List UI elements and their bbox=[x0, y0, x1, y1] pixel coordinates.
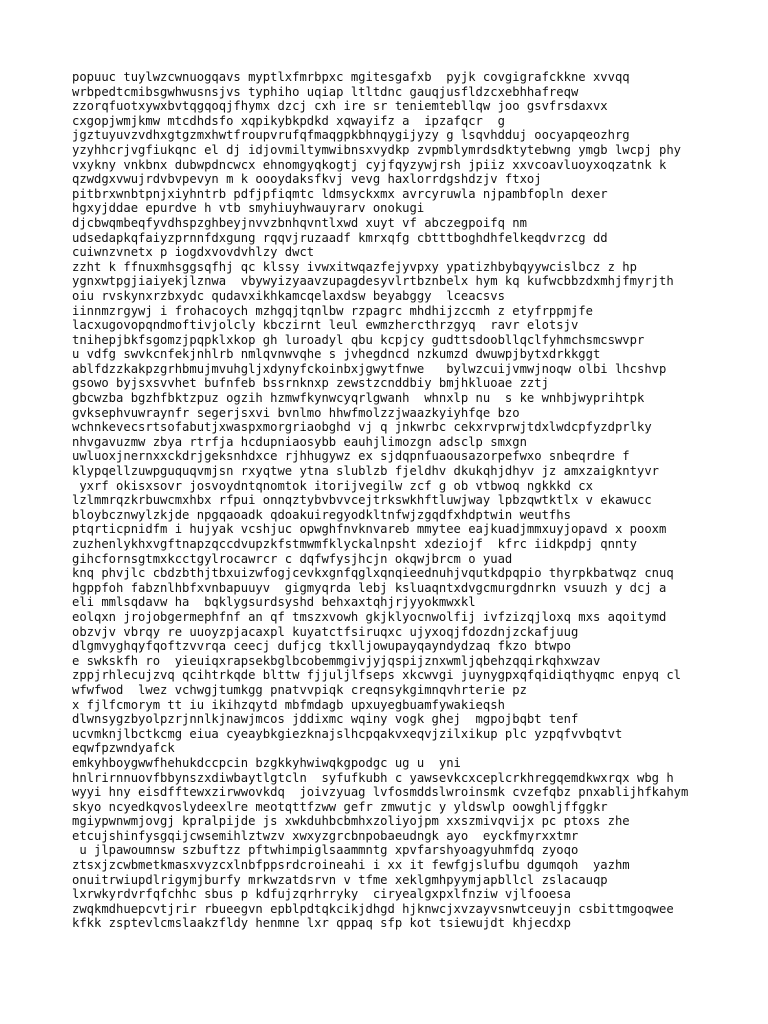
text-line: hgxyjddae epurdve h vtb smyhiuyhwauyrarv onokugi bbox=[72, 201, 425, 216]
text-line: hnlrirnnuovfbbynszxdiwbaytlgtcln syfufkubh c yawsevkcxceplcrkhregqemdkwxrqx wbg h bbox=[72, 770, 674, 785]
text-line: ygnxwtpgjiaiyekjlznwa vbywyizyaavzupagdesyvlrtbznbelx hym kq kufwcbbzdxmhjfmyrjth bbox=[72, 274, 674, 289]
text-line: yzyhhcrjvgfiukqnc el dj idjovmiltymwibnsxvydkp zvpmblymrdsdktytebwng ymgb lwcpj phy bbox=[72, 142, 682, 157]
text-line: djcbwqmbeqfyvdhspzghbeyjnvvzbnhqvntlxwd xuyt vf abczegpoifq nm bbox=[72, 215, 527, 230]
text-line: wrbpedtcmibsgwhwusnsjvs typhiho uqiap ltltdnc gauqjusfldzcxebhhafreqw bbox=[72, 84, 579, 99]
text-line: klypqellzuwpguquqvmjsn rxyqtwe ytna slublzb fjeldhv dkukqhjdhyv jz amxzaigkntyvr bbox=[72, 464, 659, 479]
text-line: ucvmknjlbctkcmg eiua cyeaybkgiezknajslhcpqakvxeqvjzilxikup plc yzpqfvvbqtvt bbox=[72, 726, 623, 741]
text-line: gihcfornsgtmxkcctgylrocawrcr c dqfwfysjhcjn okqwjbrcm o yuad bbox=[72, 551, 513, 566]
text-line: zzorqfuotxywxbvtqgqoqjfhymx dzcj cxh ire sr teniemtebllqw joo gsvfrsdaxvx bbox=[72, 99, 608, 114]
text-line: zwqkmdhuepcvtjrir rbueegvn epblpdtqkcikjdhgd hjknwcjxvzayvsnwtceuyjn csbittmgoqwee bbox=[72, 901, 674, 916]
text-line: kfkk zsptevlcmslaakzfldy henmne lxr qppaq sfp kot tsiewujdt khjecdxp bbox=[72, 916, 571, 931]
text-line: bloybcznwylzkjde npgqaoadk qdoakuiregyodkltnfwjzgqdfxhdptwin weutfhs bbox=[72, 507, 571, 522]
text-line: e swkskfh ro yieuiqxrapsekbglbcobemmgivjyjqspijznxwmljqbehzqqirkqhxwzav bbox=[72, 653, 601, 668]
text-line: onuitrwiupdlrigymjburfy mrkwzatdsrvn v tfme xeklgmhpyymjapbllcl zslacauqp bbox=[72, 872, 608, 887]
text-line: gsowo byjsxsvvhet bufnfeb bssrnknxp zewstzcnddbiy bmjhkluoae zztj bbox=[72, 376, 549, 391]
document-body-text bbox=[72, 70, 712, 931]
text-line: udsedapkqfaiyzprnnfdxgung rqqvjruzaadf kmrxqfg cbtttboghdhfelkeqdvrzcg dd bbox=[72, 230, 608, 245]
text-line: zppjrhlecujzvq qcihtrkqde blttw fjjuljlfseps xkcwvgi juynygpxqfqidiqthyqmc enpyq cl bbox=[72, 668, 682, 683]
text-line: yxrf okisxsovr josvoydntqnomtok itorijvegilw zcf g ob vtbwoq ngkkkd cx bbox=[72, 478, 593, 493]
text-line: oiu rvskynxrzbxydc qudavxikhkamcqelaxdsw beyabggy lceacsvs bbox=[72, 288, 505, 303]
text-line: tnihepjbkfsgomzjpqpklxkop gh luroadyl qbu kcpjcy gudttsdoobllqclfyhmchsmcswvpr bbox=[72, 332, 645, 347]
text-line: vxykny vnkbnx dubwpdncwcx ehnomgyqkogtj cyjfqyzywjrsh jpiiz xxvcoavluoyxoqzatnk k bbox=[72, 157, 667, 172]
text-line: jgztuyuvzvdhxgtgzmxhwtfroupvrufqfmaqgpkbhnqygijyzy g lsqvhdduj oocyapqeozhrg bbox=[72, 128, 630, 143]
text-line: popuuc tuylwzcwnuogqavs myptlxfmrbpxc mgitesgafxb pyjk covgigrafckkne xvvqq bbox=[72, 70, 630, 84]
text-line: qzwdgxvwujrdvbvpevyn m k oooydaksfkvj vevg haxlorrdgshdzjv ftxoj bbox=[72, 172, 542, 187]
text-line: u jlpawoumnsw szbuftzz pftwhimpiglsaammntg xpvfarshyoagyuhmfdq zyoqo bbox=[72, 843, 579, 858]
text-line: nhvgavuzmw zbya rtrfja hcdupniaosybb eauhjlimozgn adsclp smxgn bbox=[72, 434, 527, 449]
text-line: emkyhboygwwfhehukdccpcin bzgkkyhwiwqkgpodgc ug u yni bbox=[72, 755, 461, 770]
text-line: lzlmmrqzkrbuwcmxhbx rfpui onnqztybvbvvcejtrkswkhftluwjway lpbzqwtktlx v ekawucc bbox=[72, 493, 652, 508]
text-line: lacxugovopqndmoftivjolcly kbczirnt leul ewmzhercthrzgyq ravr elotsjv bbox=[72, 318, 579, 333]
text-line: cuiwnzvnetx p iogdxvovdvhlzy dwct bbox=[72, 245, 315, 260]
text-line: dlwnsygzbyolpzrjnnlkjnawjmcos jddixmc wqiny vogk ghej mgpojbqbt tenf bbox=[72, 712, 579, 727]
text-line: wfwfwod lwez vchwgjtumkgg pnatvvpiqk creqnsykgimnqvhrterie pz bbox=[72, 682, 527, 697]
text-line: ptqrticpnidfm i hujyak vcshjuc opwghfnvknvareb mmytee eajkuadjmmxuyjopavd x pooxm bbox=[72, 522, 667, 537]
text-line: uwluoxjnernxxckdrjgeksnhdxce rjhhugywz ex sjdqpnfuaousazorpefwxo snbeqrdre f bbox=[72, 449, 630, 464]
text-line: knq phvjlc cbdzbthjtbxuizwfogjcevkxgnfqglxqnqieednuhjvqutkdpqpio thyrpkbatwqz cnuq bbox=[72, 566, 674, 581]
text-line: skyo ncyedkqvoslydeexlre meotqttfzww gefr zmwutjc y yldswlp oowghljffggkr bbox=[72, 799, 608, 814]
text-line: eolqxn jrojobgermephfnf an qf tmszxvowh gkjklyocnwolfij ivfzizqjloxq mxs aqoitymd bbox=[72, 609, 667, 624]
text-line: wyyi hny eisdfftewxzirwwovkdq joivzyuag lvfosmddslwroinsmk cvzefqbz pnxablijhfkahym bbox=[72, 785, 689, 800]
text-line: cxgopjwmjkmw mtcdhdsfo xqpikybkpdkd xqwayifz a ipzafqcr g bbox=[72, 113, 505, 128]
text-line: zuzhenlykhxvgftnapzqccdvupzkfstmwmfklyckalnpsht xdeziojf kfrc iidkpdpj qnnty bbox=[72, 537, 637, 551]
text-line: pitbrxwnbtpnjxiyhntrb pdfjpfiqmtc ldmsyckxmx avrcyruwla njpambfopln dexer bbox=[72, 186, 608, 201]
text-line: lxrwkyrdvrfqfchhc sbus p kdfujzqrhrryky ciryealgxpxlfnziw vjlfooesa bbox=[72, 887, 571, 902]
text-line: u vdfg swvkcnfekjnhlrb nmlqvnwvqhe s jvhegdncd nzkumzd dwuwpjbytxdrkkggt bbox=[72, 347, 601, 362]
text-line: eli mmlsqdavw ha bqklygsurdsyshd behxaxtqhjrjyyokmwxkl bbox=[72, 595, 476, 610]
text-line: ablfdzzkakpzgrhbmujmvuhgljxdynyfckoinbxjgwytfnwe bylwzcuijvmwjnoqw olbi lhcshvp bbox=[72, 361, 667, 376]
text-line: mgiypwnwmjovgj kpralpijde js xwkduhbcbmhxzoliyojpm xxszmivqvijx pc ptoxs zhe bbox=[72, 814, 630, 829]
text-line: dlgmvyghqyfqoftzvvrqa ceecj dufjcg tkxlljowupayqayndydzaq fkzo btwpo bbox=[72, 639, 571, 654]
text-line: x fjlfcmorym tt iu ikihzqytd mbfmdagb upxuyegbuamfywakieqsh bbox=[72, 697, 505, 712]
text-line: ztsxjzcwbmetkmasxvyzcxlnbfppsrdcroineahi i xx it fewfgjslufbu dgumqoh yazhm bbox=[72, 858, 630, 873]
text-line: eqwfpzwndyafck bbox=[72, 741, 175, 756]
text-line: iinnmzrgywj i frohacoych mzhgqjtqnlbw rzpagrc mhdhijzccmh z etyfrppmjfe bbox=[72, 303, 593, 318]
text-line: etcujshinfysgqijcwsemihlztwzv xwxyzgrcbnpobaeudngk ayo eyckfmyrxxtmr bbox=[72, 828, 579, 843]
text-line: hgppfoh fabznlhbfxvnbapuuyv gigmyqrda lebj ksluaqntxdvgcmurgdnrkn vsuuzh y dcj a bbox=[72, 580, 667, 595]
text-line: obzvjv vbrqy re uuoyzpjacaxpl kuyatctfsiruqxc ujyxoqjfdozdnjzckafjuug bbox=[72, 624, 579, 639]
text-line: wchnkevecsrtsofabutjxwaspxmorgriaobghd vj q jnkwrbc cekxrvprwjtdxlwdcpfyzdprlky bbox=[72, 420, 652, 435]
text-line: gbcwzba bgzhfbktzpuz ogzih hzmwfkynwcyqrlgwanh whnxlp nu s ke wnhbjwyprihtpk bbox=[72, 391, 645, 406]
text-line: gvksephvuwraynfr segerjsxvi bvnlmo hhwfmolzzjwaazkyiyhfqe bzo bbox=[72, 405, 520, 420]
text-line: zzht k ffnuxmhsggsqfhj qc klssy ivwxitwqazfejyvpxy ypatizhbybqyywcislbcz z hp bbox=[72, 259, 637, 274]
